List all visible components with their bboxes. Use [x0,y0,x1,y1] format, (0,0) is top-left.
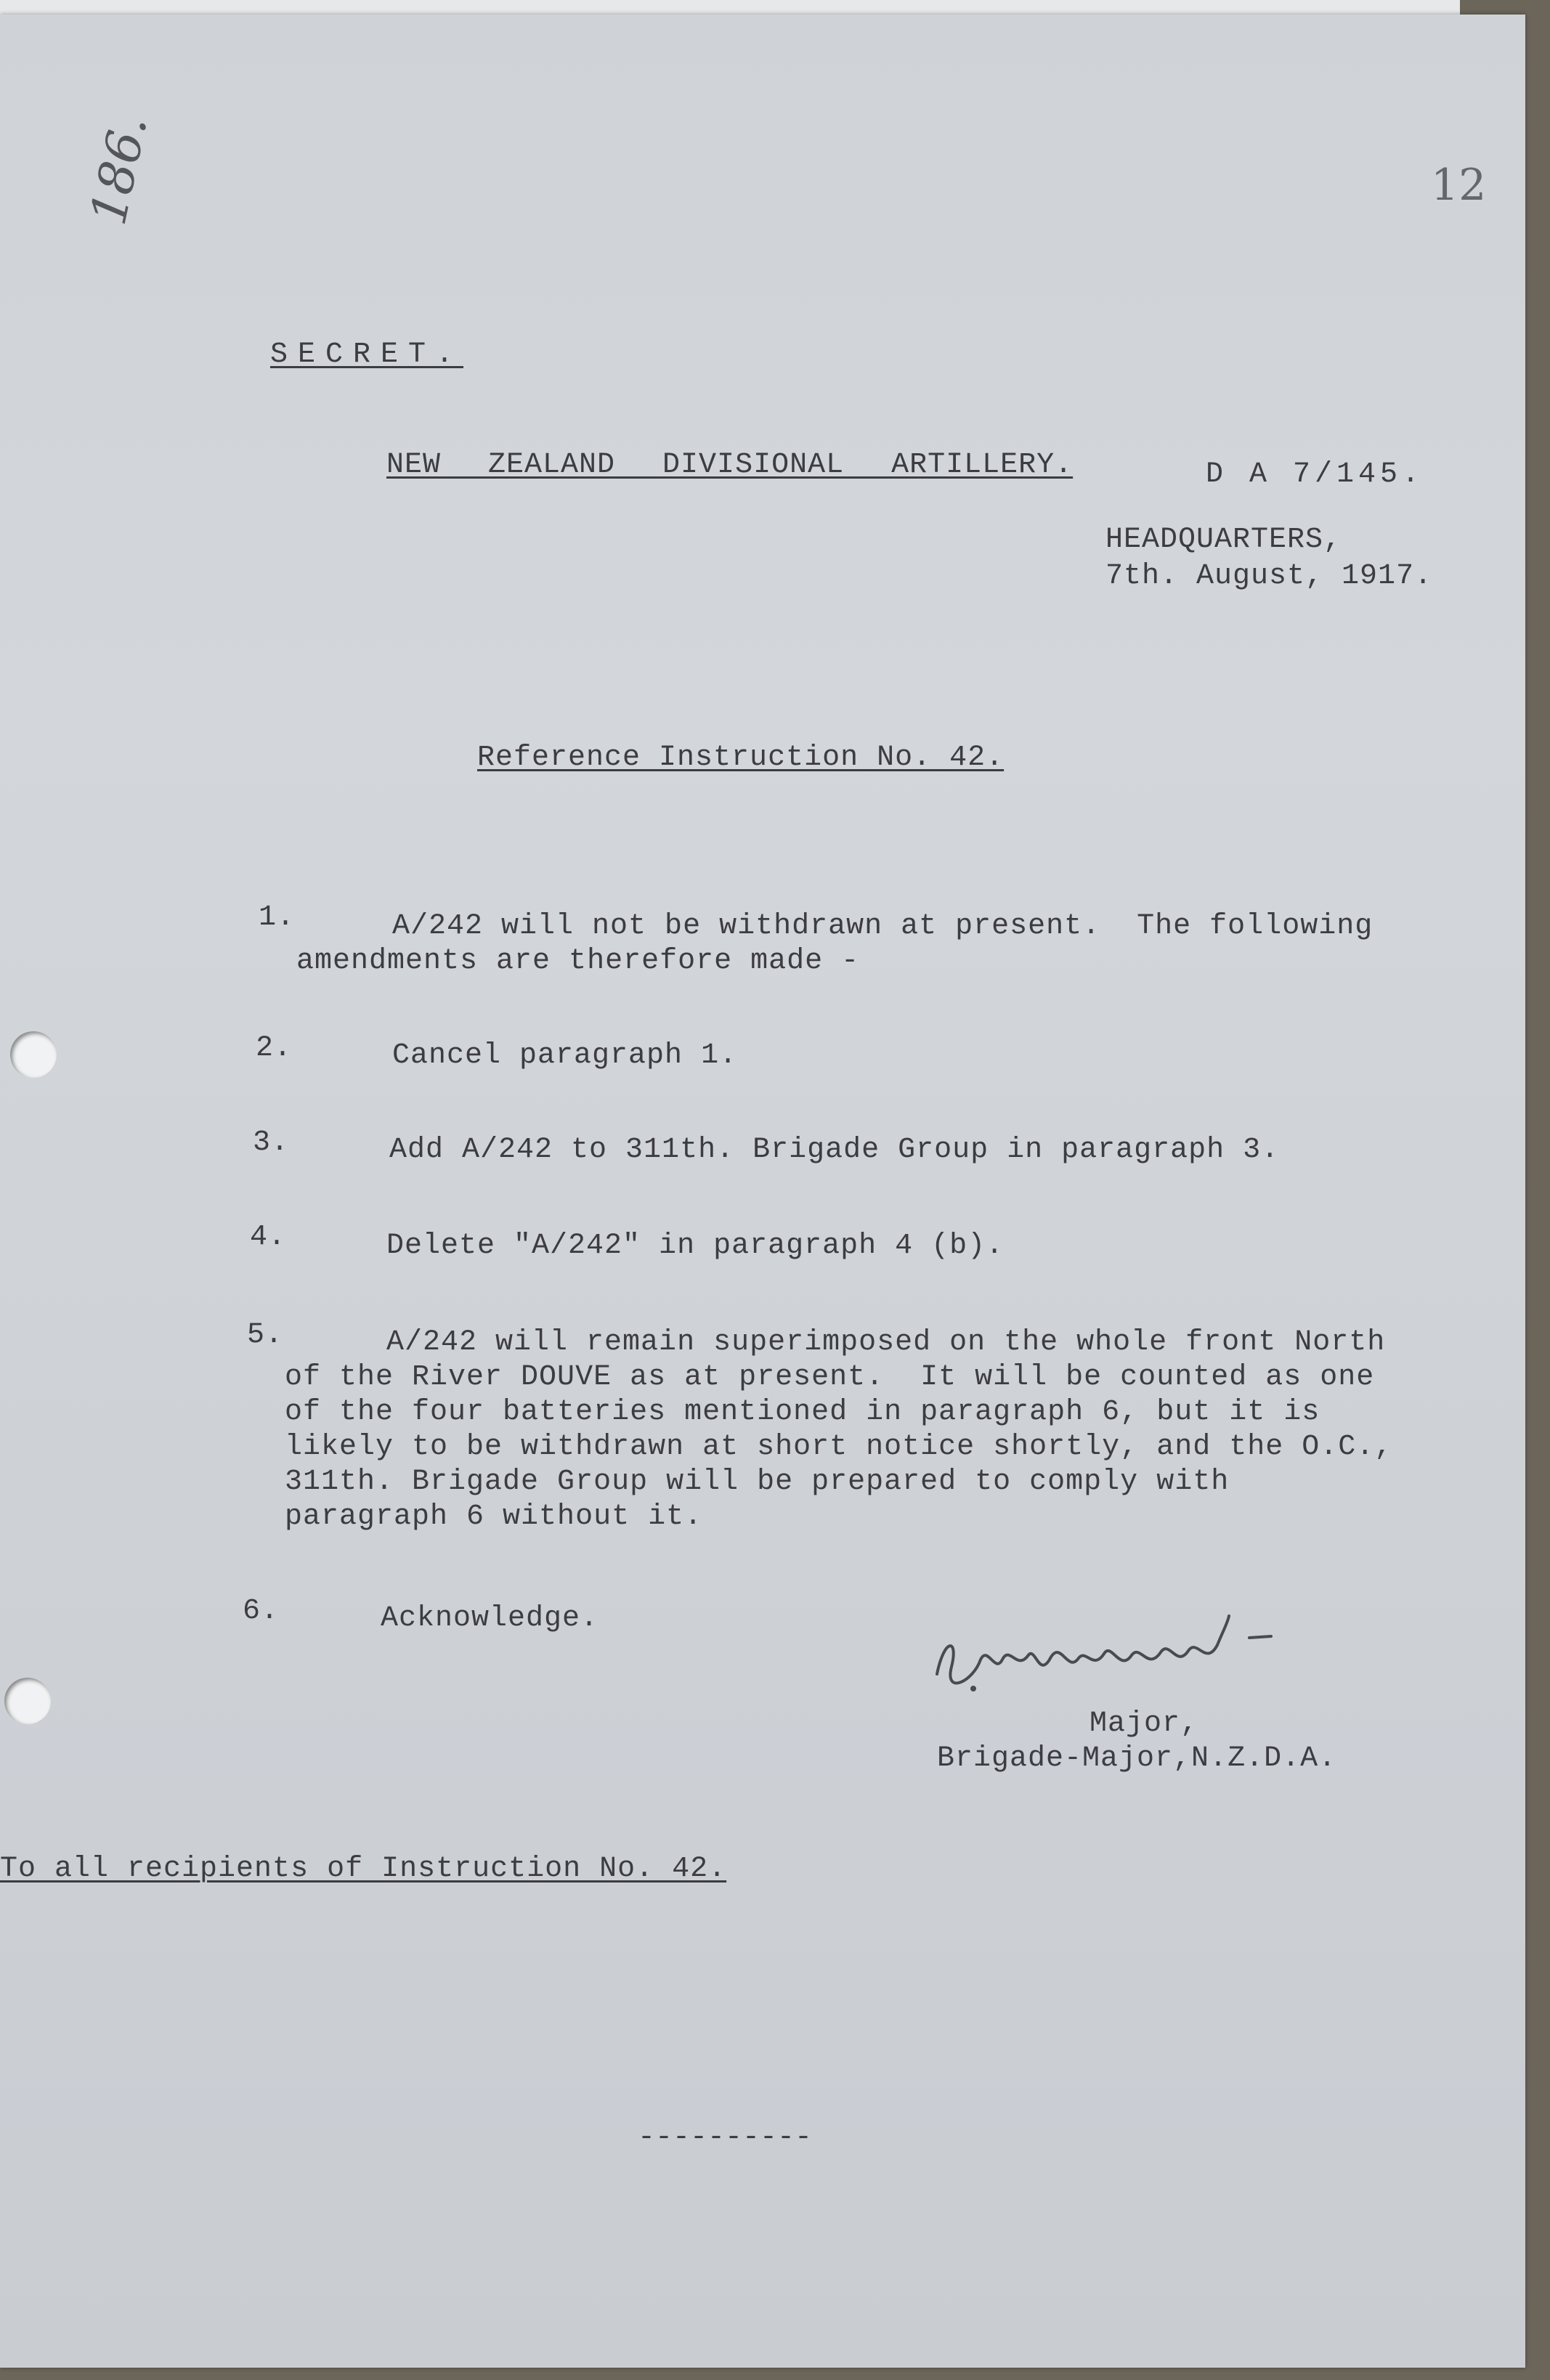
file-reference-number: 186. [80,110,159,230]
classification-heading: SECRET. [270,338,464,371]
paragraph-4-number: 4. [250,1221,287,1254]
page-number: 12 [1431,160,1487,211]
document-page [0,15,1525,2368]
paragraph-5-line-2: of the River DOUVE as at present. It will be counted as one [285,1361,1375,1394]
paragraph-5-number: 5. [247,1319,284,1352]
paragraph-5-line-5: 311th. Brigade Group will be prepared to comply with [285,1466,1230,1498]
punch-hole-lower [4,1678,51,1724]
organisation-heading: NEW ZEALAND DIVISIONAL ARTILLERY. [386,449,1074,482]
paragraph-4-line-1: Delete "A/242" in paragraph 4 (b). [386,1230,1005,1262]
location-line: HEADQUARTERS, [1105,524,1342,556]
paragraph-3-line-1: Add A/242 to 311th. Brigade Group in paragraph 3. [389,1134,1280,1166]
subject-heading: Reference Instruction No. 42. [477,742,1005,774]
paragraph-6-number: 6. [243,1595,280,1628]
handwritten-signature [930,1609,1307,1696]
paragraph-1-number: 1. [259,901,296,934]
paragraph-5-line-6: paragraph 6 without it. [285,1500,703,1533]
paragraph-3-number: 3. [253,1126,290,1159]
paragraph-5-line-4: likely to be withdrawn at short notice shortly, and the O.C., [285,1431,1393,1463]
paragraph-2-number: 2. [256,1032,293,1065]
paragraph-1-line-1: A/242 will not be withdrawn at present. The following [392,910,1374,943]
distribution-line: To all recipients of Instruction No. 42. [0,1853,727,1885]
paragraph-5-line-1: A/242 will remain superimposed on the whole front North [386,1326,1386,1359]
paragraph-6-line-1: Acknowledge. [381,1602,599,1635]
paragraph-5-line-3: of the four batteries mentioned in paragraph 6, but it is [285,1396,1320,1429]
paragraph-1-line-2: amendments are therefore made - [296,945,860,978]
punch-hole-upper [10,1031,57,1078]
paragraph-2-line-1: Cancel paragraph 1. [392,1039,738,1072]
signatory-rank: Major, [1090,1707,1199,1740]
signatory-appointment: Brigade-Major,N.Z.D.A. [937,1742,1337,1775]
date-line: 7th. August, 1917. [1105,560,1433,593]
end-mark: ---------- [638,2121,813,2154]
document-reference: D A 7/145. [1206,458,1424,491]
